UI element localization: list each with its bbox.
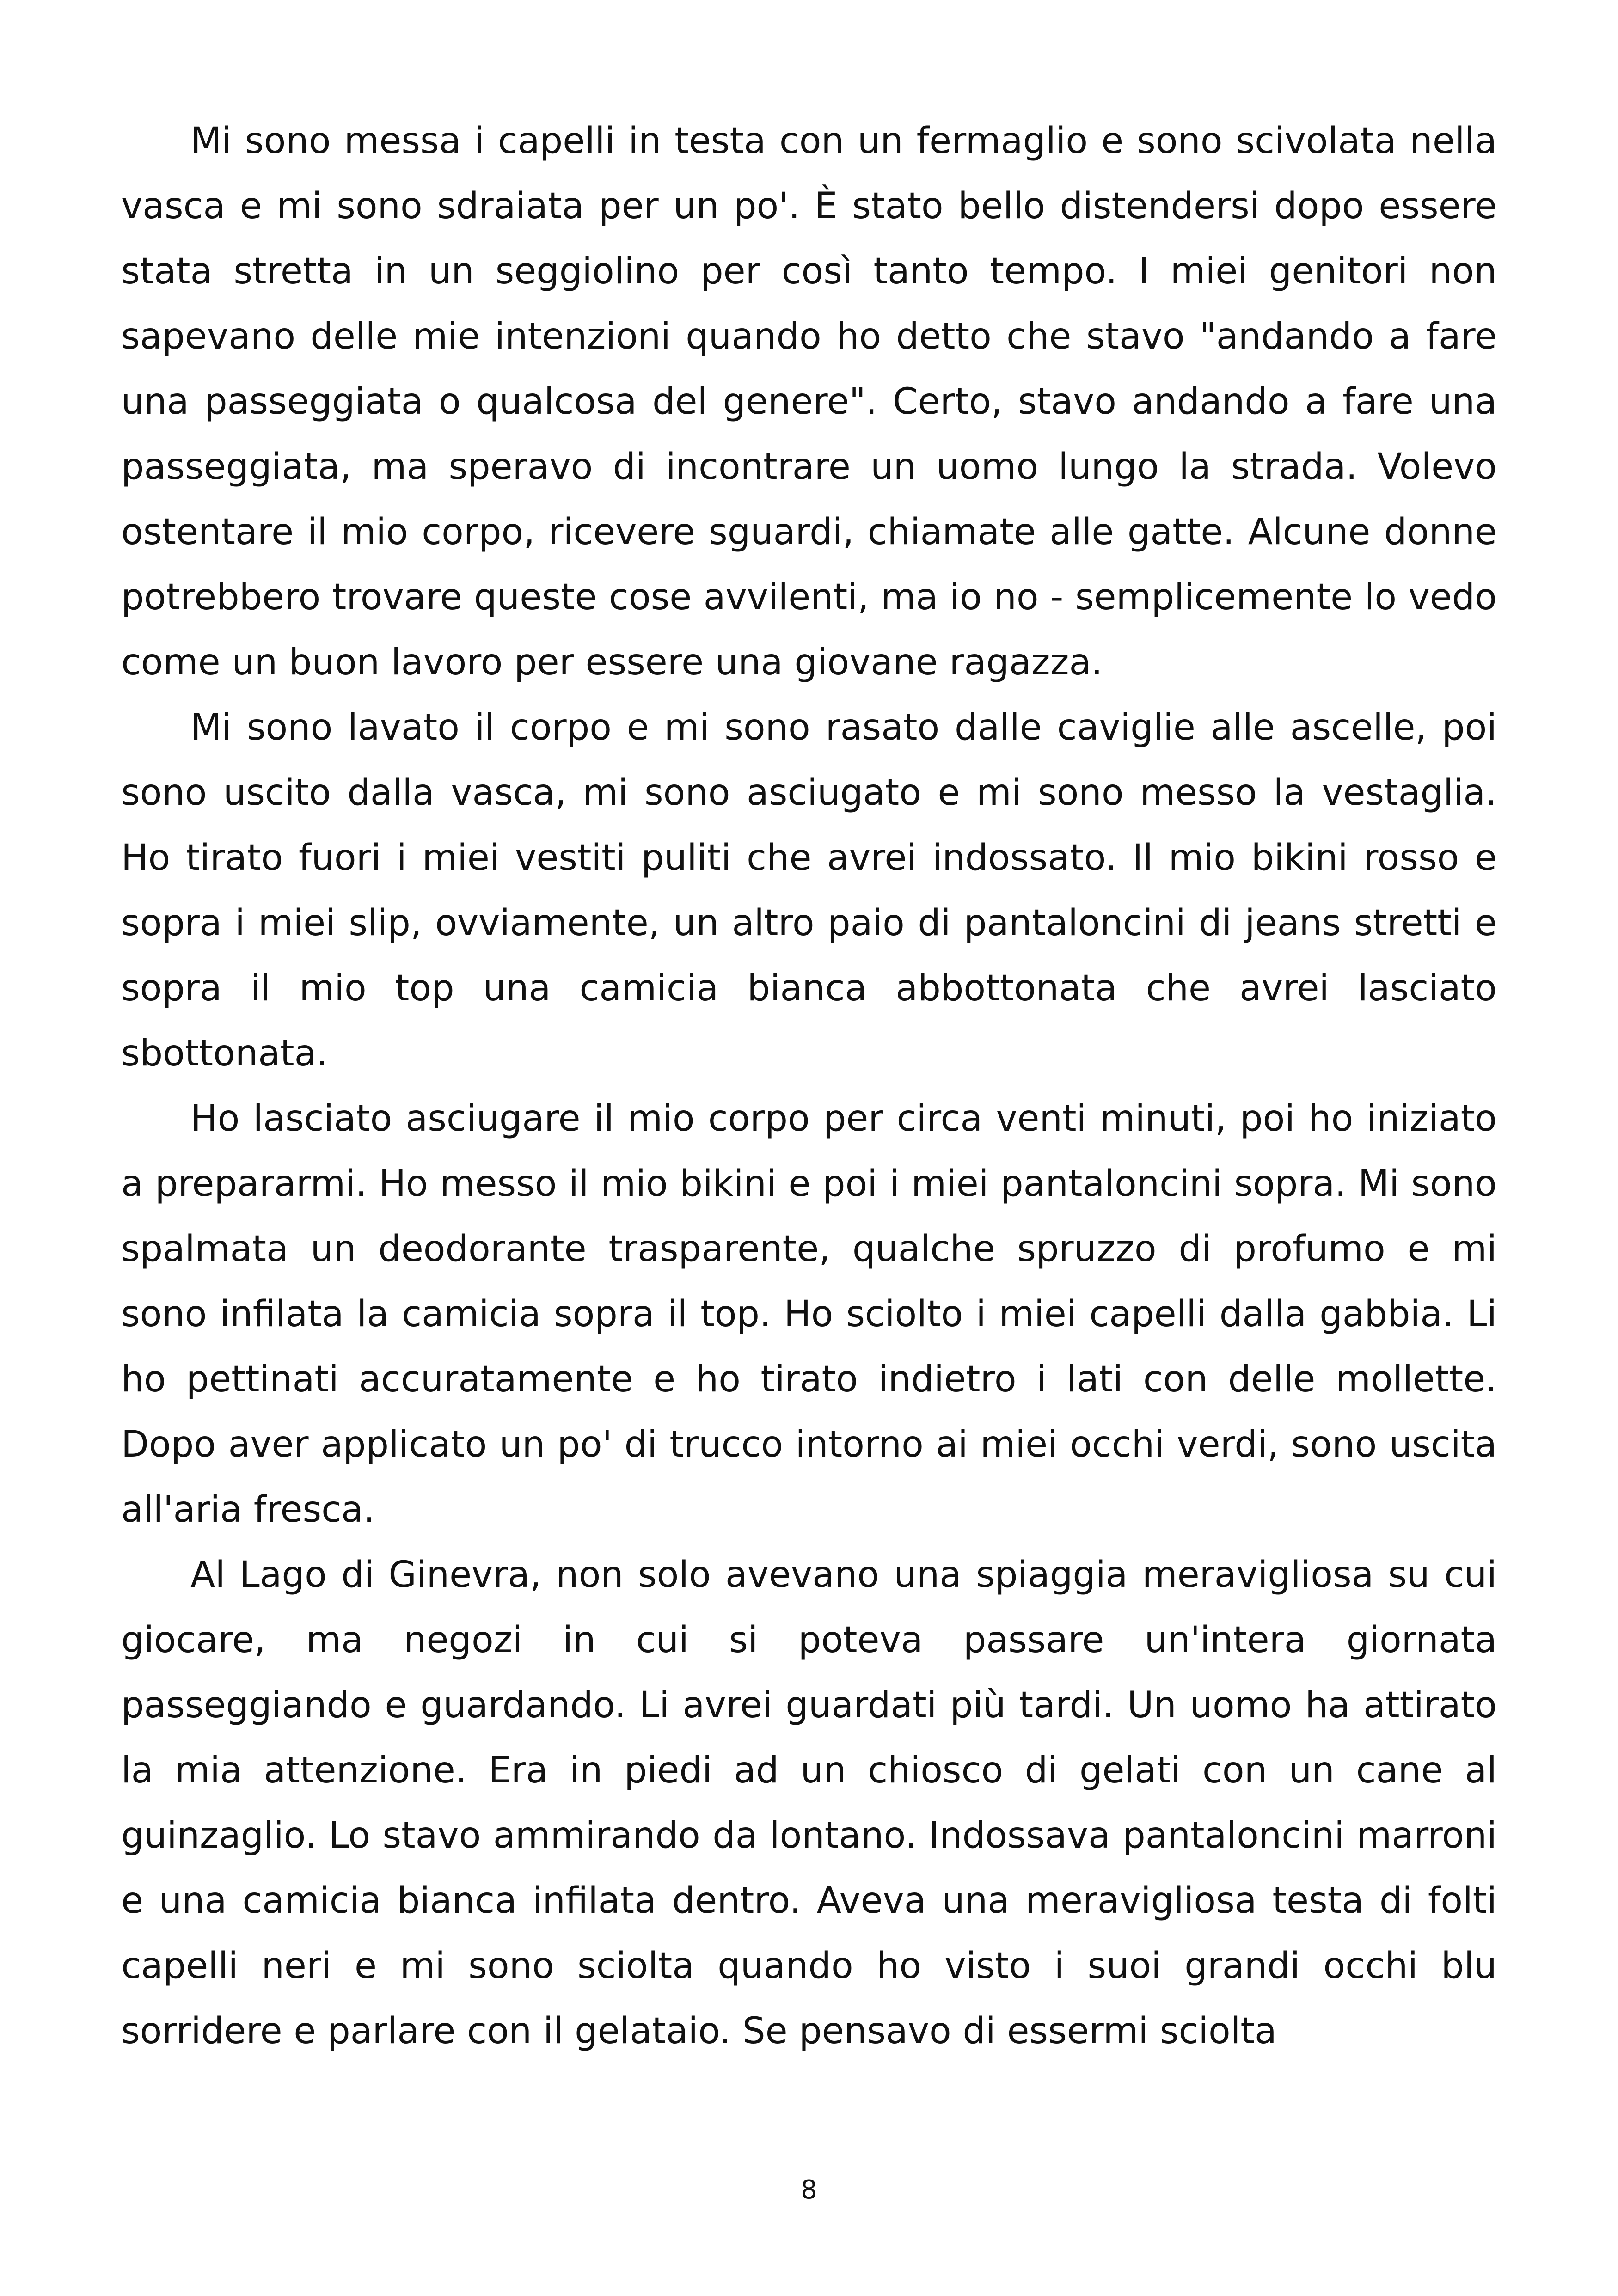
paragraph-1: Mi sono messa i capelli in testa con un fermaglio e sono scivolata nella vasca e mi sono sdraiata per un po'. È stato bello distendersi dopo essere stata stretta in un seggiolino per così tanto tempo. I miei genitori non sapevano delle mie intenzioni quando ho detto che stavo "andando a fare una passeggiata o qualcosa del genere". Certo, stavo andando a fare una passeggiata, ma speravo di incontrare un uomo lungo la strada. Volevo ostentare il mio corpo, ricevere sguardi, chiamate alle gatte. Alcune donne potrebbero trovare queste cose avvilenti, ma io no - semplicemente lo vedo come un buon lavoro per essere una giovane ragazza. [121,120,1497,683]
paragraph-3: Ho lasciato asciugare il mio corpo per circa venti minuti, poi ho iniziato a prepararmi. Ho messo il mio bikini e poi i miei pantaloncini sopra. Mi sono spalmata un deodorante trasparente, qualche spruzzo di profumo e mi sono infilata la camicia sopra il top. Ho sciolto i miei capelli dalla gabbia. Li ho pettinati accuratamente e ho tirato indietro i lati con delle mollette. Dopo aver applicato un po' di trucco intorno ai miei occhi verdi, sono uscita all'aria fresca. [121,1098,1497,1531]
body-text [121,109,1497,2064]
paragraph-4: Al Lago di Ginevra, non solo avevano una spiaggia meravigliosa su cui giocare, ma negozi in cui si poteva passare un'intera giornata passeggiando e guardando. Li avrei guardati più tardi. Un uomo ha attirato la mia attenzione. Era in piedi ad un chiosco di gelati con un cane al guinzaglio. Lo stavo ammirando da lontano. Indossava pantaloncini marroni e una camicia bianca infilata dentro. Aveva una meravigliosa testa di folti capelli neri e mi sono sciolta quando ho visto i suoi grandi occhi blu sorridere e parlare con il gelataio. Se pensavo di essermi sciolta [121,1554,1497,2052]
paragraph-2: Mi sono lavato il corpo e mi sono rasato dalle caviglie alle ascelle, poi sono uscito dalla vasca, mi sono asciugato e mi sono messo la vestaglia. Ho tirato fuori i miei vestiti puliti che avrei indossato. Il mio bikini rosso e sopra i miei slip, ovviamente, un altro paio di pantaloncini di jeans stretti e sopra il mio top una camicia bianca abbottonata che avrei lasciato sbottonata. [121,707,1497,1074]
page-number: 8 [801,2175,817,2205]
